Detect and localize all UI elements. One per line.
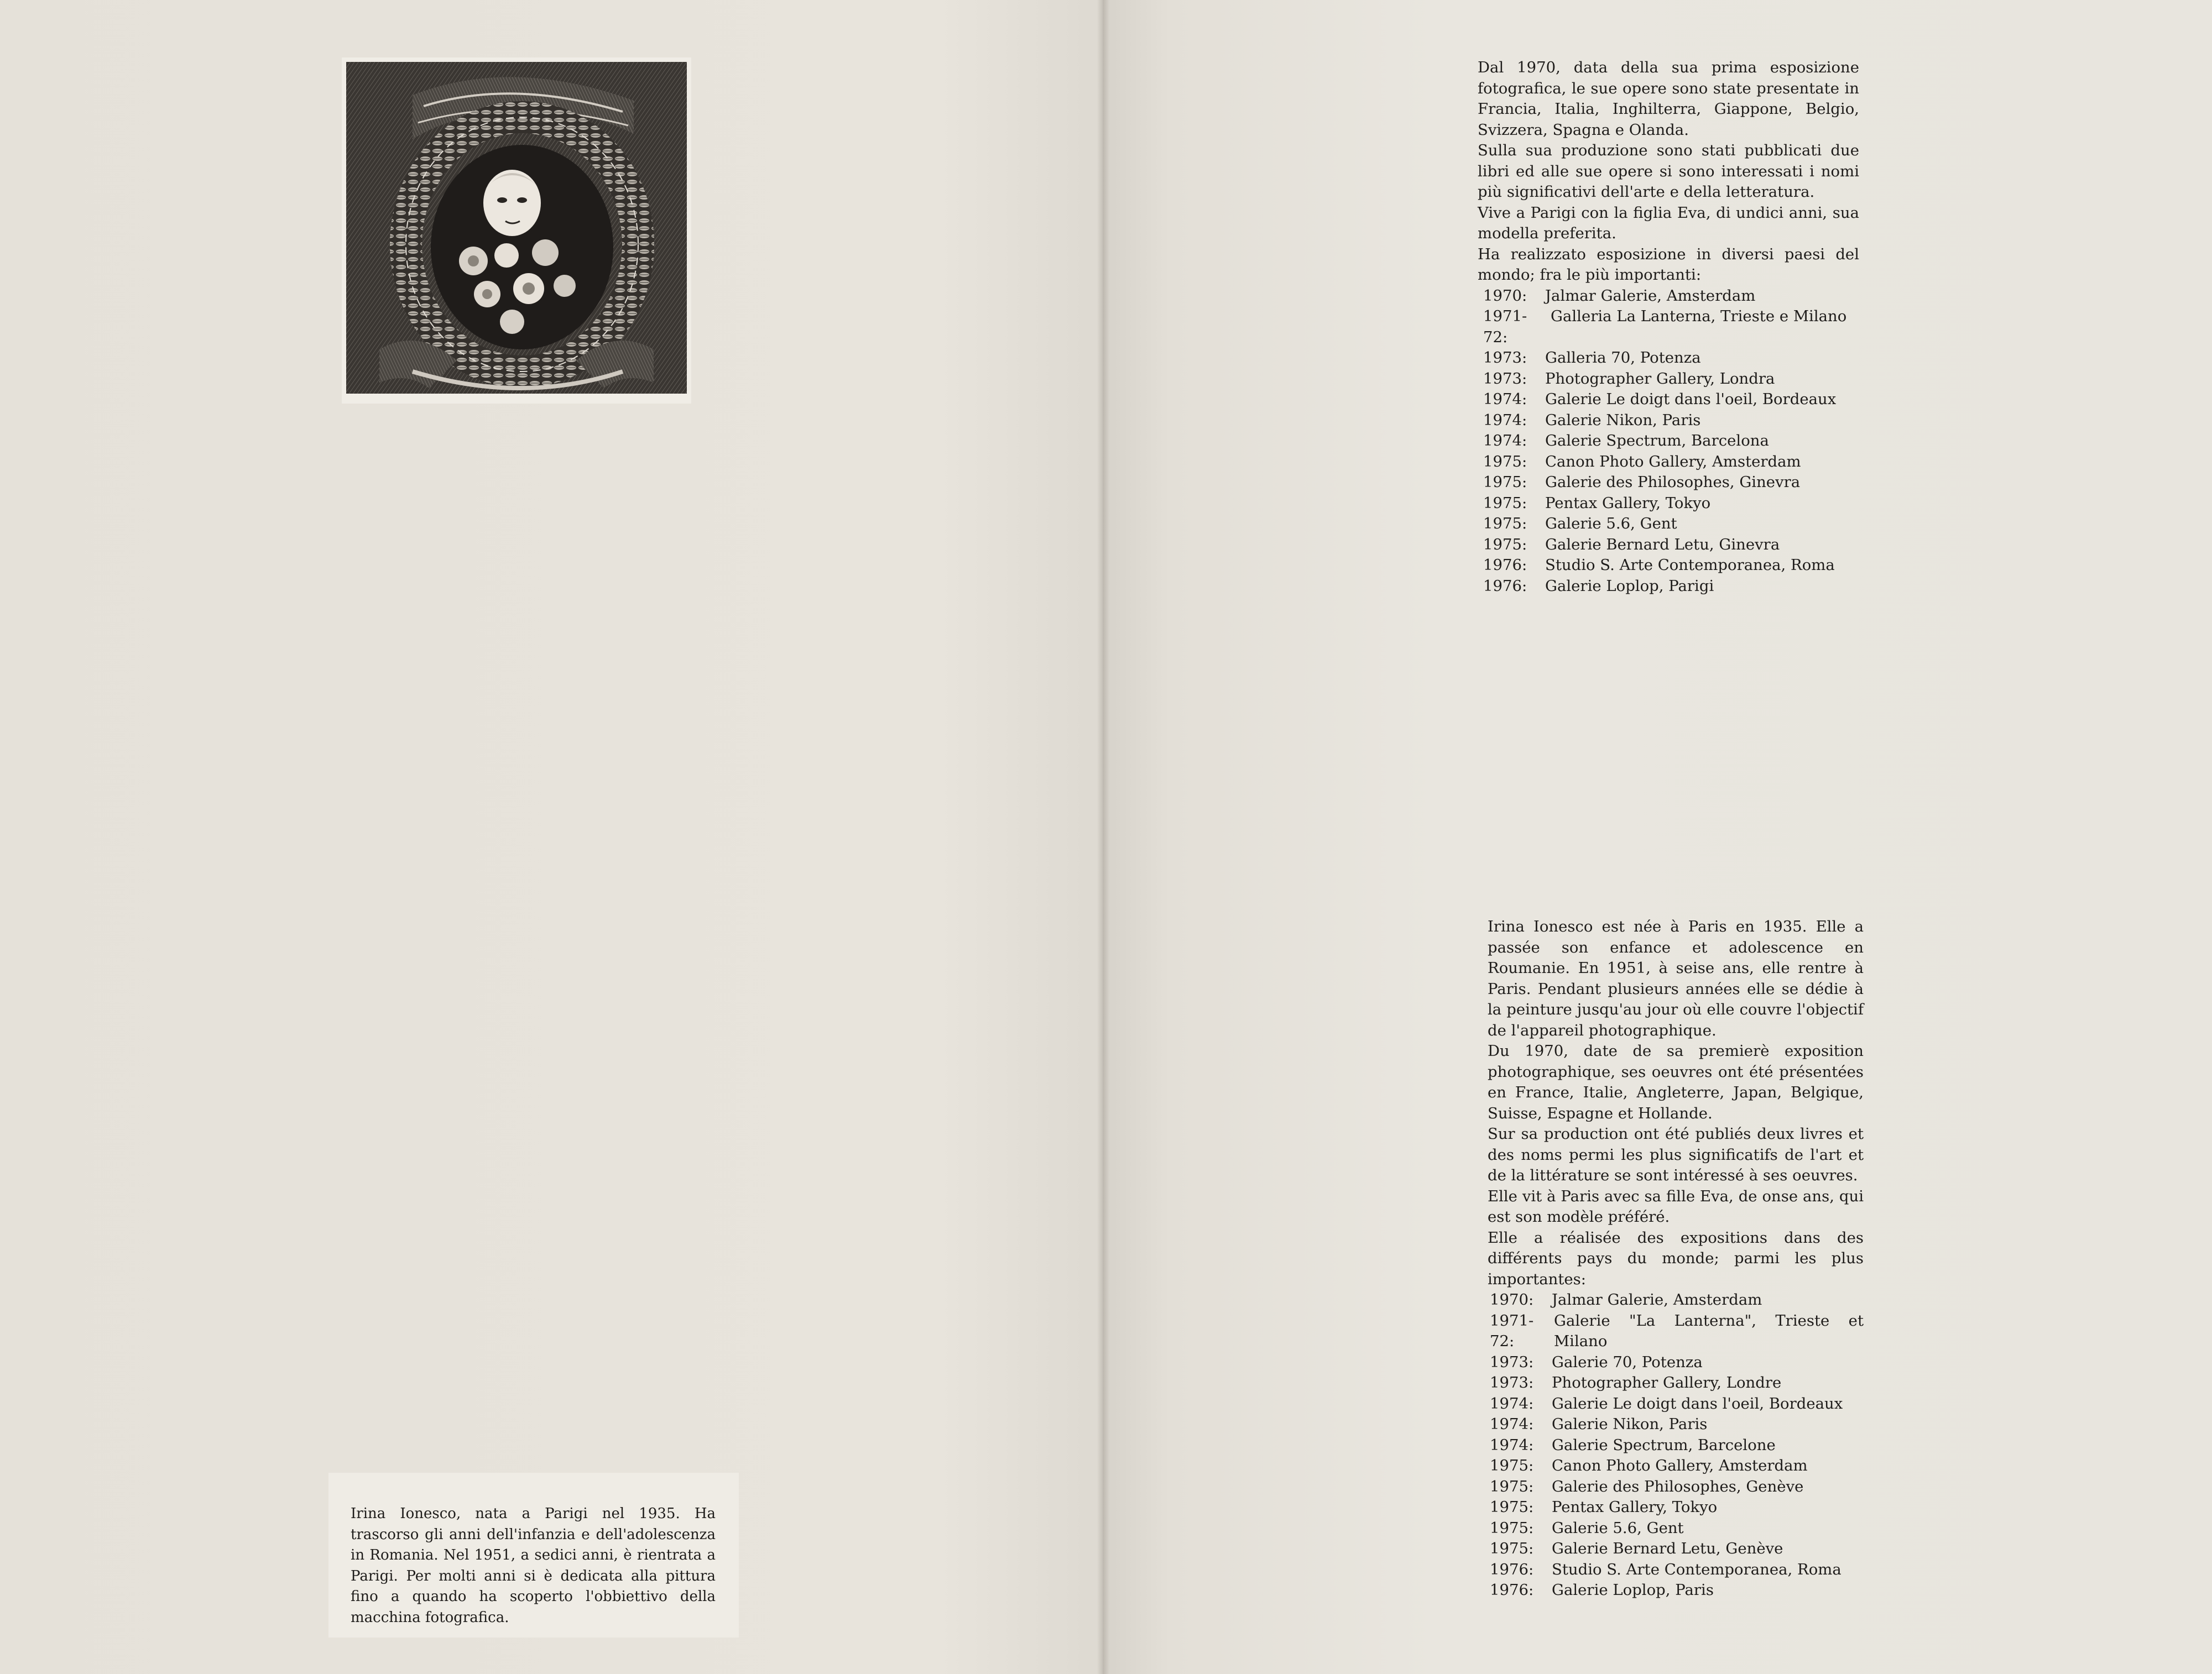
exhibition-row xyxy=(1478,369,1859,390)
exhibition-venue: Jalmar Galerie, Amsterdam xyxy=(1552,1291,1762,1309)
caption-text: Irina Ionesco, nata a Parigi nel 1935. Ha trascorso gli anni dell'infanzia e dell'adolescenza in Romania. Nel 1951, a sedici anni, è rientrata a Parigi. Per molti anni si è dedicata alla pittura fino a quando ha scoperto l'obbiettivo della macchina fotografica. xyxy=(351,1505,716,1626)
exhibition-venue: Galerie des Philosophes, Ginevra xyxy=(1545,473,1801,491)
italian-exhibitions-list xyxy=(1478,286,1859,597)
exhibition-row xyxy=(1488,1560,1864,1581)
exhibition-year: 1976: xyxy=(1483,556,1527,574)
left-page xyxy=(0,0,1103,1674)
exhibition-venue: Galleria 70, Potenza xyxy=(1545,349,1701,367)
exhibition-year: 1976: xyxy=(1490,1560,1534,1578)
exhibition-venue: Galerie Spectrum, Barcelone xyxy=(1552,1436,1776,1454)
exhibition-venue: Galerie 5.6, Gent xyxy=(1552,1519,1684,1537)
exhibition-venue: Galerie Nikon, Paris xyxy=(1552,1415,1708,1433)
exhibition-venue: Pentax Gallery, Tokyo xyxy=(1545,494,1711,512)
caption-box xyxy=(328,1473,739,1638)
book-gutter xyxy=(1097,0,1109,1674)
exhibition-venue: Galerie des Philosophes, Genève xyxy=(1552,1477,1804,1495)
exhibition-venue: Photographer Gallery, Londre xyxy=(1552,1374,1782,1391)
exhibition-venue: Galerie Le doigt dans l'oeil, Bordeaux xyxy=(1552,1394,1843,1413)
exhibition-venue: Galerie Le doigt dans l'oeil, Bordeaux xyxy=(1545,390,1837,408)
exhibition-row xyxy=(1478,306,1859,348)
exhibition-year: 1973: xyxy=(1490,1374,1534,1391)
exhibition-row xyxy=(1478,431,1859,452)
exhibition-venue: Studio S. Arte Contemporanea, Roma xyxy=(1552,1560,1841,1578)
exhibition-row xyxy=(1488,1477,1864,1498)
exhibition-year: 1973: xyxy=(1483,349,1527,367)
exhibition-row xyxy=(1488,1435,1864,1456)
exhibition-year: 1974: xyxy=(1490,1415,1534,1433)
exhibition-year: 1975: xyxy=(1490,1540,1534,1557)
exhibition-venue: Galerie Bernard Letu, Genève xyxy=(1552,1540,1783,1557)
french-paragraph: Elle vit à Paris avec sa fille Eva, de onse ans, qui est son modèle préféré. xyxy=(1488,1187,1864,1226)
exhibition-year: 1974: xyxy=(1490,1436,1534,1454)
exhibition-row xyxy=(1488,1497,1864,1518)
exhibition-row xyxy=(1488,1518,1864,1539)
exhibition-row xyxy=(1488,1414,1864,1435)
engraved-portrait-image xyxy=(346,62,687,394)
exhibition-row xyxy=(1488,1290,1864,1311)
exhibition-row xyxy=(1488,1394,1864,1415)
exhibition-year: 1974: xyxy=(1490,1394,1534,1413)
exhibition-year: 1975: xyxy=(1483,535,1527,553)
exhibition-year: 1975: xyxy=(1490,1457,1534,1474)
exhibition-year: 1970: xyxy=(1490,1291,1534,1309)
exhibition-row xyxy=(1488,1352,1864,1373)
exhibition-year: 1973: xyxy=(1490,1353,1534,1371)
italian-paragraph: Dal 1970, data della sua prima esposizione fotografica, le sue opere sono state presentate in Francia, Italia, Inghilterra, Giappone, Belgio, Svizzera, Spagna e Olanda. xyxy=(1478,59,1859,139)
french-biography xyxy=(1488,917,1864,1601)
exhibition-row xyxy=(1478,535,1859,556)
exhibition-venue: Galerie 70, Potenza xyxy=(1552,1353,1703,1371)
italian-paragraph: Vive a Parigi con la figlia Eva, di undici anni, sua modella preferita. xyxy=(1478,203,1859,242)
exhibition-year: 1971-72: xyxy=(1490,1311,1534,1350)
exhibition-row xyxy=(1478,286,1859,307)
exhibition-venue: Galerie "La Lanterna", Trieste et Milano xyxy=(1554,1311,1864,1350)
exhibition-row xyxy=(1478,452,1859,473)
exhibition-venue: Canon Photo Gallery, Amsterdam xyxy=(1545,452,1801,470)
exhibition-venue: Galerie Loplop, Paris xyxy=(1552,1581,1714,1599)
exhibition-year: 1975: xyxy=(1483,494,1527,512)
exhibition-venue: Galleria La Lanterna, Trieste e Milano xyxy=(1551,307,1847,325)
italian-paragraph: Sulla sua produzione sono stati pubblicati due libri ed alle sue opere si sono interessati i nomi più significativi dell'arte e della letteratura. xyxy=(1478,142,1859,201)
french-paragraph: Irina Ionesco est née à Paris en 1935. Elle a passée son enfance et adolescence en Roumanie. En 1951, à seise ans, elle rentre à Paris. Pendant plusieurs années elle se dédie à la peinture jusqu'au jour où elle couvre l'objectif de l'appareil photographique. xyxy=(1488,918,1864,1039)
exhibition-row xyxy=(1478,389,1859,410)
exhibition-venue: Studio S. Arte Contemporanea, Roma xyxy=(1545,556,1835,574)
exhibition-year: 1974: xyxy=(1483,390,1527,408)
exhibition-year: 1976: xyxy=(1483,577,1527,595)
exhibition-venue: Galerie Nikon, Paris xyxy=(1545,411,1701,429)
exhibition-venue: Galerie Spectrum, Barcelona xyxy=(1545,432,1769,449)
exhibition-year: 1975: xyxy=(1490,1498,1534,1516)
exhibition-year: 1976: xyxy=(1490,1581,1534,1599)
exhibition-year: 1975: xyxy=(1483,452,1527,470)
exhibition-year: 1975: xyxy=(1490,1519,1534,1537)
exhibition-row xyxy=(1488,1373,1864,1394)
exhibition-venue: Galerie Bernard Letu, Ginevra xyxy=(1545,535,1780,553)
exhibition-row xyxy=(1478,472,1859,493)
exhibition-year: 1975: xyxy=(1490,1477,1534,1495)
exhibition-row xyxy=(1478,493,1859,514)
exhibition-venue: Pentax Gallery, Tokyo xyxy=(1552,1498,1718,1516)
exhibition-year: 1970: xyxy=(1483,286,1527,305)
exhibition-year: 1975: xyxy=(1483,473,1527,491)
exhibition-year: 1974: xyxy=(1483,432,1527,449)
exhibition-row xyxy=(1478,410,1859,431)
exhibition-venue: Jalmar Galerie, Amsterdam xyxy=(1545,286,1756,305)
portrait-photo xyxy=(342,57,691,404)
exhibition-row xyxy=(1478,576,1859,597)
exhibition-year: 1971-72: xyxy=(1483,307,1527,346)
exhibition-year: 1974: xyxy=(1483,411,1527,429)
exhibition-row xyxy=(1488,1580,1864,1601)
exhibition-row xyxy=(1478,555,1859,576)
exhibition-venue: Photographer Gallery, Londra xyxy=(1545,369,1775,388)
french-paragraph: Sur sa production ont été publiés deux livres et des noms permi les plus significatifs de l'art et de la littérature se sont intéressé à ses oeuvres. xyxy=(1488,1125,1864,1184)
exhibition-row xyxy=(1488,1311,1864,1352)
exhibition-row xyxy=(1488,1456,1864,1477)
exhibition-venue: Galerie 5.6, Gent xyxy=(1545,515,1677,532)
exhibition-row xyxy=(1478,514,1859,535)
exhibition-venue: Canon Photo Gallery, Amsterdam xyxy=(1552,1457,1808,1474)
italian-biography xyxy=(1478,57,1859,597)
exhibition-row xyxy=(1488,1539,1864,1560)
italian-exhibitions-heading: Ha realizzato esposizione in diversi paesi del mondo; fra le più importanti: xyxy=(1478,245,1859,284)
french-paragraph: Du 1970, date de sa premierè exposition photographique, ses oeuvres ont été présentées en France, Italie, Angleterre, Japan, Belgique, Suisse, Espagne et Hollande. xyxy=(1488,1042,1864,1122)
exhibition-year: 1975: xyxy=(1483,515,1527,532)
french-exhibitions-list xyxy=(1488,1290,1864,1601)
exhibition-row xyxy=(1478,348,1859,369)
exhibition-venue: Galerie Loplop, Parigi xyxy=(1545,577,1714,595)
french-exhibitions-heading: Elle a réalisée des expositions dans des différents pays du monde; parmi les plus importantes: xyxy=(1488,1228,1864,1288)
exhibition-year: 1973: xyxy=(1483,369,1527,388)
